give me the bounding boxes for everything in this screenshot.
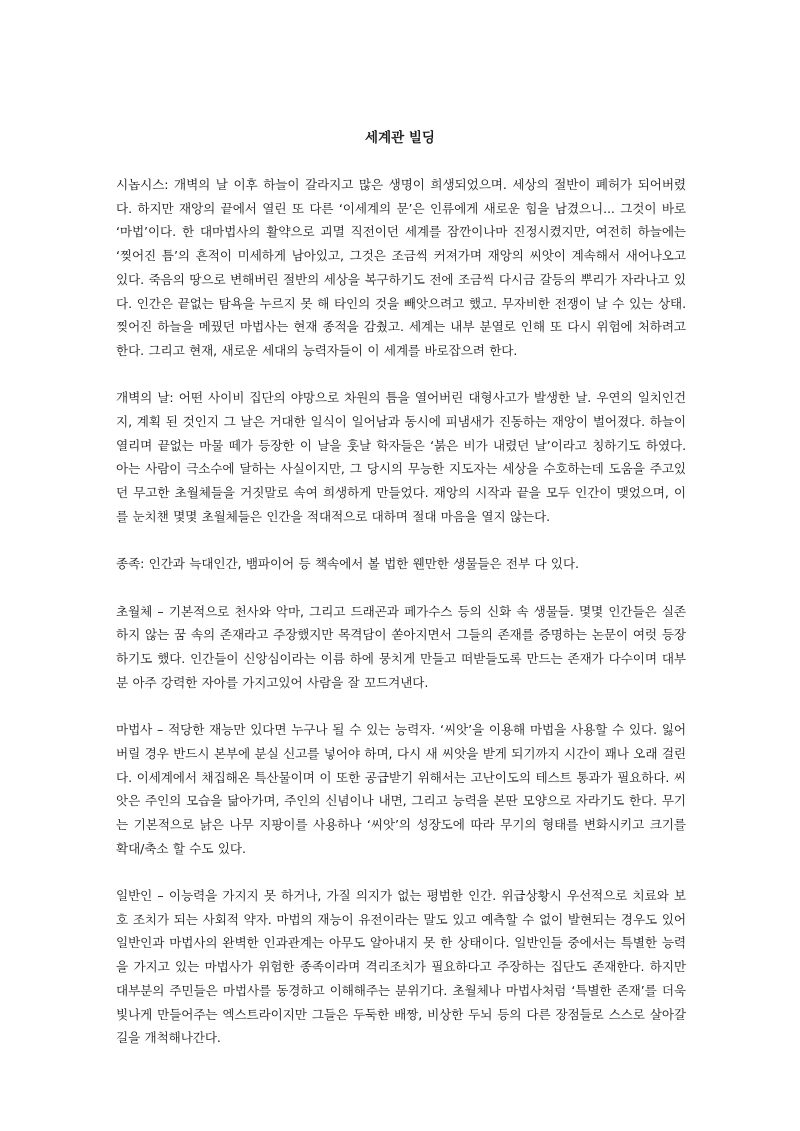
paragraph-day-of-opening: 개벽의 날: 어떤 사이비 집단의 야망으로 차원의 틈을 열어버린 대형사고가 발생한 날. 우연의 일치인건지, 계획 된 것인지 그 날은 거대한 일식이 일어남과 동시에 피냄새가 진동하는 재앙이 벌어졌다. 하늘이 열리며 끝없는 마물 떼가 등장한 이 날을 훗날 학자들은 ‘붉은 비가 내렸던 날’이라고 칭하기도 하였다. 아는 사람이 극소수에 달하는 사실이지만, 그 당시의 무능한 지도자는 세상을 수호하는데 도움을 주고있던 무고한 초월체들을 거짓말로 속여 희생하게 만들었다. 재앙의 시작과 끝을 모두 인간이 맺었으며, 이를 눈치챈 몇몇 초월체들은 인간을 적대적으로 대하며 절대 마음을 열지 않는다. [116, 390, 686, 524]
page-title: 세계관 빌딩 [365, 130, 435, 146]
paragraph-ordinary-people: 일반인 – 이능력을 가지지 못 하거나, 가질 의지가 없는 평범한 인간. 위급상황시 우선적으로 치료와 보호 조치가 되는 사회적 약자. 마법의 재능이 유전이라는 말도 있고 예측할 수 없이 발현되는 경우도 있어 일반인과 마법사의 완벽한 인과관계는 아무도 알아내지 못 한 상태이다. 일반인들 중에서는 특별한 능력을 가지고 있는 마법사가 위험한 종족이라며 격리조치가 필요하다고 주장하는 집단도 존재한다. 하지만 대부분의 주민들은 마법사를 동경하고 이해해주는 분위기다. 초월체나 마법사처럼 ‘특별한 존재’를 더욱 빛나게 만들어주는 엑스트라이지만 그들은 두둑한 배짱, 비상한 두뇌 등의 다른 장점들로 스스로 살아갈 길을 개척해나간다. [116, 888, 686, 1046]
paragraph-transcendent: 초월체 – 기본적으로 천사와 악마, 그리고 드래곤과 페가수스 등의 신화 속 생물들. 몇몇 인간들은 실존하지 않는 꿈 속의 존재라고 주장했지만 목격담이 쏟아지면서 그들의 존재를 증명하는 논문이 여럿 등장하기도 했다. 인간들이 신앙심이라는 이름 하에 뭉치게 만들고 떠받들도록 만드는 존재가 다수이며 대부분 아주 강력한 자아를 가지고있어 사람을 잘 꼬드겨낸다. [116, 603, 686, 690]
paragraph-synopsis: 시놉시스: 개벽의 날 이후 하늘이 갈라지고 많은 생명이 희생되었으며. 세상의 절반이 폐허가 되어버렸다. 하지만 재앙의 끝에서 열린 또 다른 ‘이세계의 문’은 인류에게 새로운 힘을 남겼으니... 그것이 바로 ‘마법’이다. 한 대마법사의 활약으로 괴멸 직전이던 세계를 잠깐이나마 진정시켰지만, 여전히 하늘에는 ‘찢어진 틈’의 흔적이 미세하게 남아있고, 그것은 조금씩 커져가며 재앙의 씨앗이 계속해서 새어나오고 있다. 죽음의 땅으로 변해버린 절반의 세상을 복구하기도 전에 조금씩 다시금 갈등의 뿌리가 자라나고 있다. 인간은 끝없는 탐욕을 누르지 못 해 타인의 것을 빼앗으려고 했고. 무자비한 전쟁이 날 수 있는 상태. 찢어진 하늘을 메꿨던 마법사는 현재 종적을 감췄고. 세계는 내부 분열로 인해 또 다시 위험에 처하려고 한다. 그리고 현재, 새로운 세대의 능력자들이 이 세계를 바로잡으려 한다. [116, 177, 686, 358]
paragraph-mage: 마법사 – 적당한 재능만 있다면 누구나 될 수 있는 능력자. ‘씨앗’을 이용해 마법을 사용할 수 있다. 잃어버릴 경우 반드시 본부에 분실 신고를 넣어야 하며, 다시 새 씨앗을 받게 되기까지 시간이 꽤나 오래 걸린다. 이세계에서 채집해온 특산물이며 이 또한 공급받기 위해서는 고난이도의 테스트 통과가 필요하다. 씨앗은 주인의 모습을 닮아가며, 주인의 신념이나 내면, 그리고 능력을 본딴 모양으로 자라기도 한다. 무기는 기본적으로 낡은 나무 지팡이를 사용하나 ‘씨앗’의 성장도에 따라 무기의 형태를 변화시키고 크기를 확대/축소 할 수도 있다. [116, 722, 686, 856]
paragraph-races: 종족: 인간과 늑대인간, 뱀파이어 등 책속에서 볼 법한 웬만한 생물들은 전부 다 있다. [116, 556, 579, 572]
document-body [116, 173, 686, 1074]
